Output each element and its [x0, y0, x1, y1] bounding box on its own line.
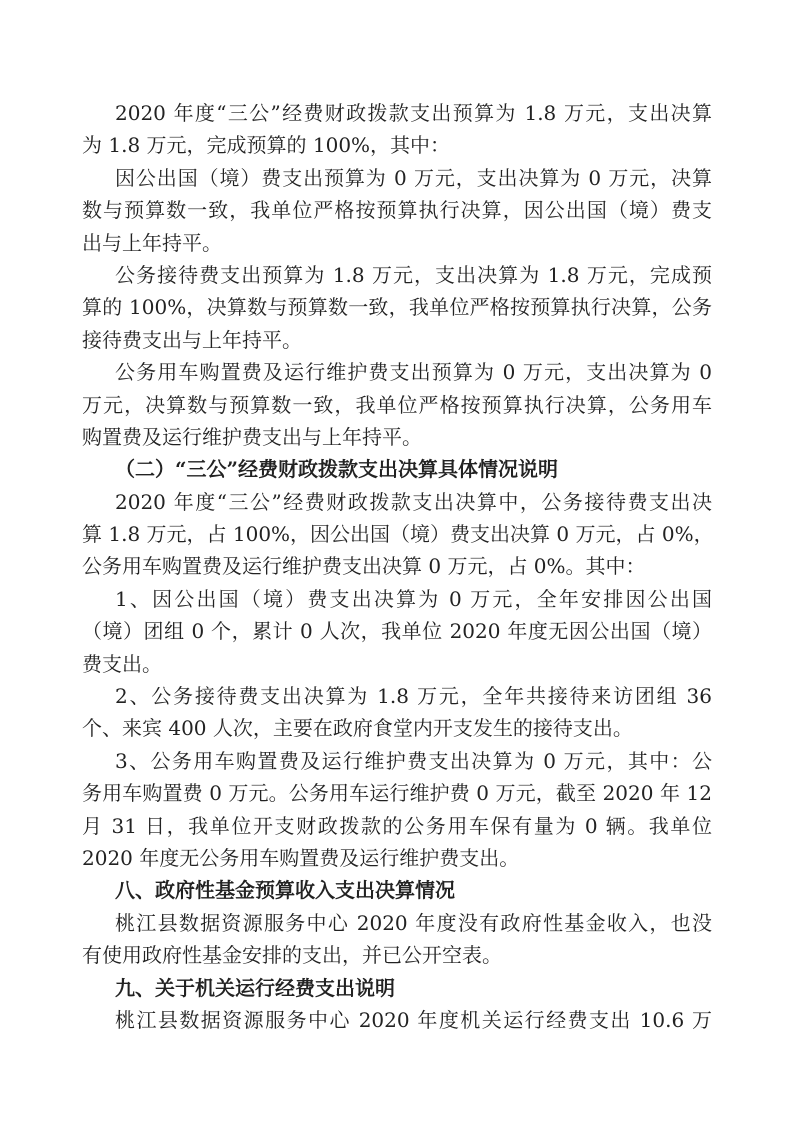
heading-text: 九、关于机关运行经费支出说明 [115, 975, 395, 1000]
paragraph-line: 算的 100%，决算数与预算数一致，我单位严格按预算执行决算，公务 [82, 295, 712, 320]
section-heading [82, 972, 712, 1004]
paragraph-line: 个、来宾 400 人次，主要在政府食堂内开支发生的接待支出。 [82, 716, 633, 741]
heading-text: （二）“三公”经费财政拨款支出决算具体情况说明 [115, 457, 559, 482]
paragraph-line: 数与预算数一致，我单位严格按预算执行决算，因公出国（境）费支 [82, 198, 712, 223]
paragraph [82, 162, 712, 259]
paragraph-line: 1、因公出国（境）费支出决算为 0 万元，全年安排因公出国 [115, 586, 712, 611]
paragraph-line: 万元，决算数与预算数一致，我单位严格按预算执行决算，公务用车 [82, 392, 712, 417]
paragraph [82, 356, 712, 453]
paragraph [82, 583, 712, 680]
paragraph-line: 2020 年度“三公”经费财政拨款支出预算为 1.8 万元，支出决算 [115, 101, 712, 125]
paragraph-line: 2020 年度“三公”经费财政拨款支出决算中，公务接待费支出决 [115, 489, 712, 514]
section-heading [82, 453, 712, 485]
paragraph-line: 2、公务接待费支出决算为 1.8 万元，全年共接待来访团组 36 [115, 684, 712, 709]
paragraph [82, 680, 712, 745]
paragraph-line: 购置费及运行维护费支出与上年持平。 [82, 424, 422, 449]
paragraph-line: 有使用政府性基金安排的支出，并已公开空表。 [82, 943, 502, 968]
paragraph-line: 桃江县数据资源服务中心 2020 年度机关运行经费支出 10.6 万 [115, 1007, 712, 1032]
paragraph-line: 3、公务用车购置费及运行维护费支出决算为 0 万元，其中：公 [115, 748, 712, 773]
paragraph-line: 公务用车购置费及运行维护费支出决算 0 万元，占 0%。其中： [82, 554, 646, 579]
paragraph [82, 259, 712, 356]
paragraph [82, 907, 712, 972]
paragraph-line: 出与上年持平。 [82, 230, 222, 255]
heading-text: 八、政府性基金预算收入支出决算情况 [115, 878, 455, 903]
paragraph-line: 务用车购置费 0 万元。公务用车运行维护费 0 万元，截至 2020 年 12 [82, 781, 712, 806]
paragraph-line: 费支出。 [82, 651, 162, 676]
paragraph-line: 算 1.8 万元，占 100%，因公出国（境）费支出决算 0 万元，占 0%， [82, 522, 714, 547]
paragraph-line: 月 31 日，我单位开支财政拨款的公务用车保有量为 0 辆。我单位 [82, 813, 712, 838]
paragraph-line: 为 1.8 万元，完成预算的 100%，其中： [82, 133, 451, 158]
paragraph [82, 97, 712, 162]
document-body [82, 97, 712, 1036]
paragraph-line: （境）团组 0 个，累计 0 人次，我单位 2020 年度无因公出国（境） [82, 619, 712, 644]
paragraph [82, 745, 712, 875]
paragraph [82, 486, 712, 583]
paragraph-line: 因公出国（境）费支出预算为 0 万元，支出决算为 0 万元，决算 [115, 165, 712, 190]
paragraph-line: 接待费支出与上年持平。 [82, 327, 302, 352]
paragraph-line: 公务接待费支出预算为 1.8 万元，支出决算为 1.8 万元，完成预 [115, 262, 712, 287]
paragraph-line: 公务用车购置费及运行维护费支出预算为 0 万元，支出决算为 0 [115, 360, 712, 385]
section-heading [82, 874, 712, 906]
paragraph [82, 1004, 712, 1036]
paragraph-line: 2020 年度无公务用车购置费及运行维护费支出。 [82, 845, 520, 870]
paragraph-line: 桃江县数据资源服务中心 2020 年度没有政府性基金收入，也没 [115, 910, 712, 935]
